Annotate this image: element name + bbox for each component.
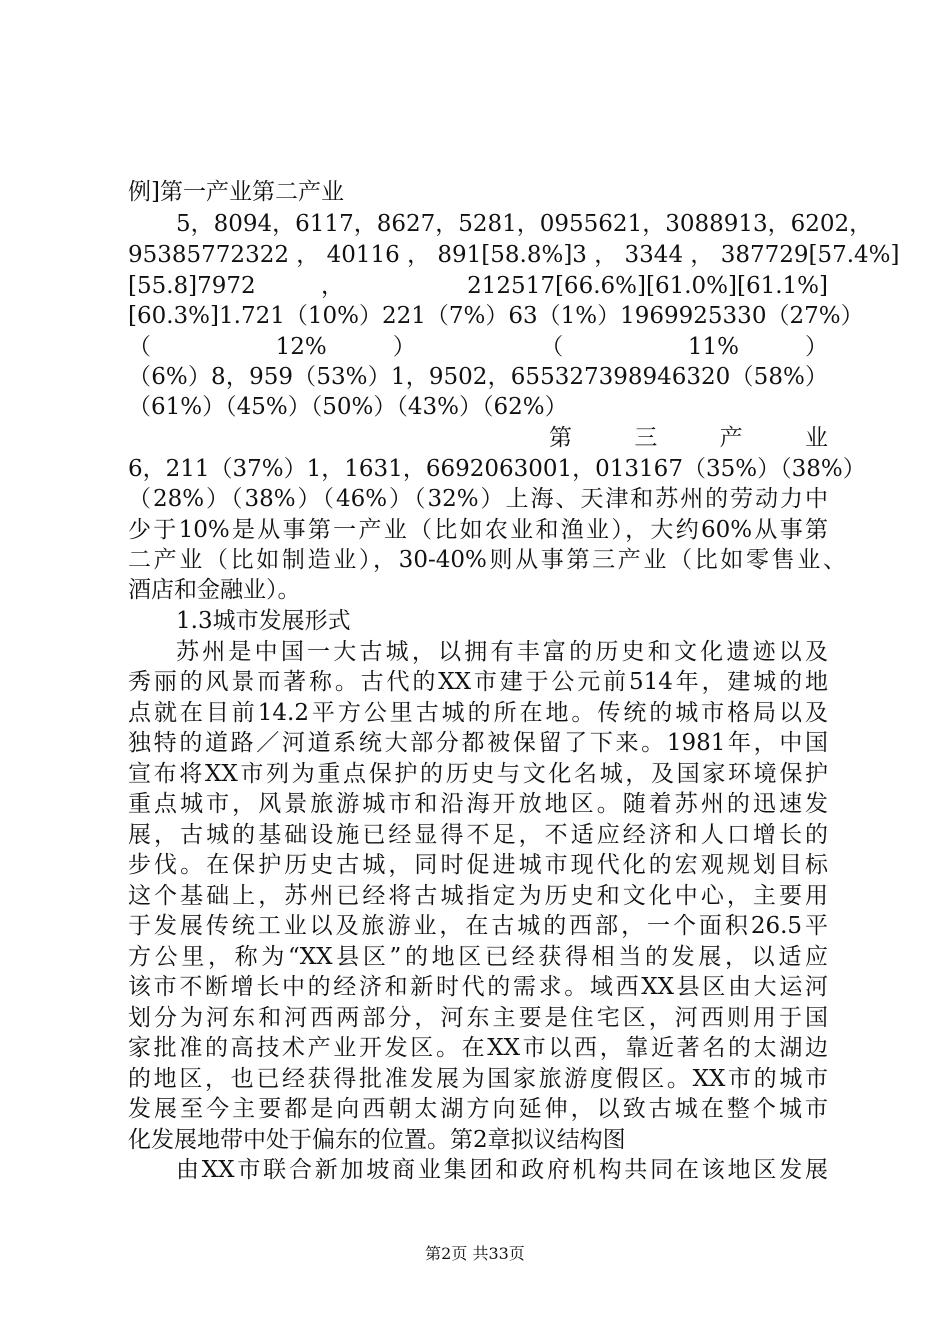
- text-line-14: 酒店和金融业）。: [128, 577, 301, 603]
- text-line-25: 于发展传统工业以及旅游业，在古城的西部，一个面积26.5平: [128, 913, 828, 939]
- section-heading: 1.3城市发展形式: [176, 608, 351, 634]
- text-line-21: 重点城市，风景旅游城市和沿海开放地区。随着苏州的迅速发: [128, 791, 828, 817]
- text-line-29: 家批准的高技术产业开发区。在XX市以西，靠近著名的太湖边: [128, 1035, 828, 1061]
- text-line-31: 发展至今主要都是向西朝太湖方向延伸，以致古城在整个城市: [128, 1096, 828, 1122]
- text-line-26: 方公里，称为“XX县区”的地区已经获得相当的发展，以适应: [128, 944, 828, 970]
- text-line-11: （28%）（38%）（46%）（32%）上海、天津和苏州的劳动力中: [128, 486, 828, 512]
- text-line-17: 秀丽的风景而著称。古代的XX市建于公元前514年，建城的地: [128, 669, 828, 695]
- text-line-22: 展，古城的基础设施已经显得不足，不适应经济和人口增长的: [128, 822, 828, 848]
- text-line-20: 宣布将XX市列为重点保护的历史与文化名城，及国家环境保护: [128, 761, 828, 787]
- text-line-33: 由XX市联合新加坡商业集团和政府机构共同在该地区发展: [176, 1157, 828, 1183]
- text-line-23: 步伐。在保护历史古城，同时促进城市现代化的宏观规划目标: [128, 852, 828, 878]
- text-line-12: 少于10%是从事第一产业（比如农业和渔业），大约60%从事第: [128, 517, 828, 543]
- text-line-10: 6，211（37%）1，1631，6692063001，013167（35%）（38%）: [128, 456, 866, 482]
- text-line-27: 该市不断增长中的经济和新时代的需求。域西XX县区由大运河: [128, 974, 828, 1000]
- text-line-4: [55.8]7972 ， 212517[66.6%][61.0%][61.1%]: [128, 273, 828, 299]
- text-line-9: 第 三 产 业: [549, 425, 828, 451]
- text-line-6: （ 12% ） （ 11% ）: [128, 334, 828, 360]
- text-line-18: 点就在目前14.2平方公里古城的所在地。传统的城市格局以及: [128, 700, 828, 726]
- text-line-28: 划分为河东和河西两部分，河东主要是住宅区，河西则用于国: [128, 1005, 828, 1031]
- page-footer: 第2页 共33页: [425, 1244, 525, 1263]
- text-line-30: 的地区，也已经获得批准发展为国家旅游度假区。XX市的城市: [128, 1066, 828, 1092]
- text-line-19: 独特的道路／河道系统大部分都被保留了下来。1981年，中国: [128, 730, 828, 756]
- text-line-1: 例]第一产业第二产业: [128, 179, 344, 205]
- text-line-8: （61%）（45%）（50%）（43%）（62%）: [128, 394, 568, 420]
- text-line-5: [60.3%]1.721（10%）221（7%）63（1%）1969925330（27%）: [128, 303, 864, 329]
- text-line-16: 苏州是中国一大古城，以拥有丰富的历史和文化遗迹以及: [176, 639, 828, 665]
- text-line-2: 5，8094，6117，8627，5281，0955621，3088913，6202，: [176, 211, 873, 237]
- text-line-7: （6%）8，959（53%）1，9502，655327398946320（58%）: [128, 364, 828, 390]
- text-line-3: 95385772322 ， 40116 ， 891[58.8%]3 ， 3344 ， 387729[57.4%]: [128, 242, 900, 268]
- text-line-13: 二产业（比如制造业），30-40%则从事第三产业（比如零售业、: [128, 547, 846, 573]
- text-line-24: 这个基础上，苏州已经将古城指定为历史和文化中心，主要用: [128, 883, 828, 909]
- text-line-32: 化发展地带中处于偏东的位置。第2章拟议结构图: [128, 1127, 626, 1153]
